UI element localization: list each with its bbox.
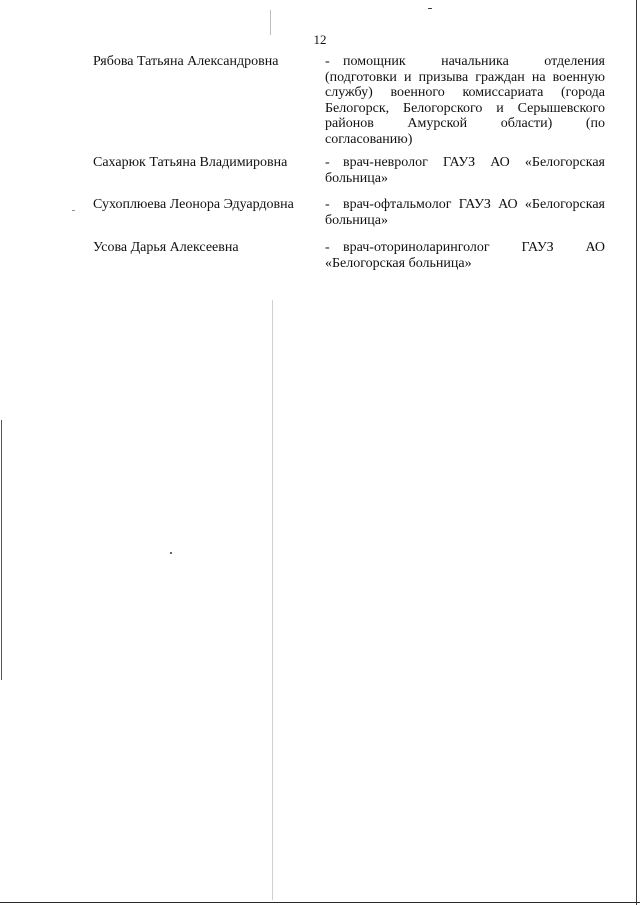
scan-artifact — [428, 8, 432, 9]
position-description — [325, 197, 605, 228]
scan-artifact — [72, 210, 75, 211]
scan-artifact — [272, 300, 273, 900]
scan-artifact — [636, 0, 637, 905]
position-text: помощник начальника отделения (подготовки и призыва граждан на военную службу) военного комиссариата (города Белогорск, Белогорского и Серышевского районов Амурской области) (по согласованию) — [325, 54, 605, 147]
position-text: врач-офтальмолог ГАУЗ АО «Белогорская больница» — [325, 197, 605, 228]
scan-artifact — [0, 902, 640, 903]
person-name: Сахарюк Татьяна Владимировна — [93, 155, 288, 170]
page-number: 12 — [313, 32, 327, 47]
scan-artifact — [1, 420, 2, 680]
position-description — [325, 155, 605, 186]
scan-artifact — [270, 10, 271, 35]
dash: - — [325, 155, 330, 170]
dash: - — [325, 197, 330, 212]
dash: - — [325, 240, 330, 255]
position-text: врач-оториноларинголог ГАУЗ АО «Белогорская больница» — [325, 240, 605, 271]
person-name: Рябова Татьяна Александровна — [93, 54, 279, 69]
scan-artifact — [170, 552, 172, 554]
position-description — [325, 240, 605, 271]
position-text: врач-невролог ГАУЗ АО «Белогорская больница» — [325, 155, 605, 186]
position-description — [325, 54, 605, 147]
dash: - — [325, 54, 330, 69]
person-name: Сухоплюева Леонора Эдуардовна — [93, 197, 294, 212]
person-name: Усова Дарья Алексеевна — [93, 240, 239, 255]
